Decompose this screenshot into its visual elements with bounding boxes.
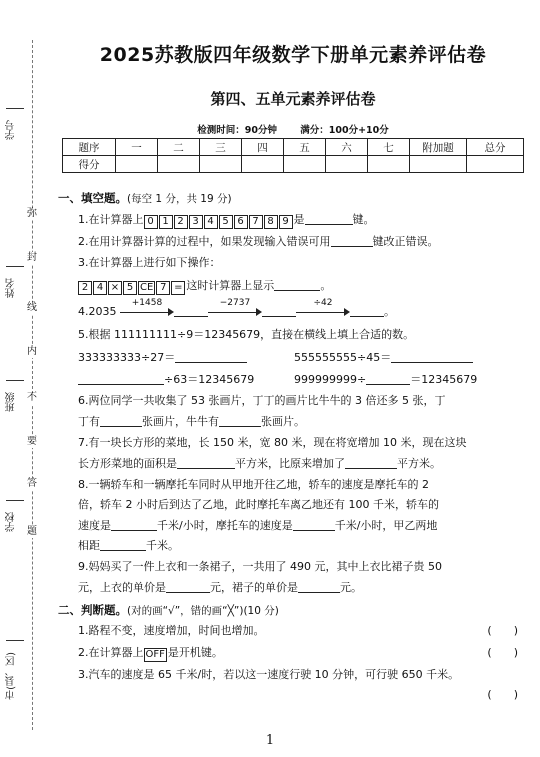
calc-key: 9 — [279, 215, 293, 229]
exam-full-score: 满分：100分+10分 — [300, 125, 389, 136]
arrow-op — [208, 298, 262, 317]
table-cell: 三 — [200, 139, 242, 156]
question-text: 平方米，比原来增加了 — [235, 457, 345, 470]
score-input-cell[interactable] — [368, 156, 410, 173]
calc-key: 1 — [159, 215, 173, 229]
question-text: 9.妈妈买了一件上衣和一条裙子，一共用了 490 元，其中上衣比裙子贵 50 — [78, 560, 442, 573]
question-3 — [78, 256, 526, 270]
seal-char: 题 — [27, 526, 37, 537]
question-7-line-2 — [78, 456, 526, 471]
answer-blank[interactable] — [175, 350, 247, 363]
name-label: 姓名 — [6, 278, 17, 298]
question-8-line-3 — [78, 518, 526, 533]
answer-blank[interactable] — [100, 414, 142, 427]
class-line — [6, 380, 24, 381]
seal-char: 内 — [27, 346, 37, 357]
school-line — [6, 500, 24, 501]
answer-blank[interactable] — [293, 518, 335, 531]
question-8-line-2 — [78, 498, 526, 512]
score-input-cell[interactable] — [158, 156, 200, 173]
question-text: 平方米。 — [397, 457, 441, 470]
question-text: 张画片。 — [261, 415, 305, 428]
score-input-cell[interactable] — [326, 156, 368, 173]
judge-question-2 — [78, 646, 526, 662]
answer-blank[interactable] — [298, 580, 340, 593]
seal-char: 要 — [27, 436, 37, 447]
question-text: 键。 — [352, 213, 375, 226]
question-text: 1.路程不变，速度增加，时间也增加。 — [78, 624, 265, 637]
table-cell: 六 — [326, 139, 368, 156]
seal-char: 答 — [27, 478, 37, 489]
answer-blank[interactable] — [274, 278, 320, 291]
question-text: 这时计算器上显示 — [186, 279, 275, 292]
table-row — [63, 139, 524, 156]
city-label: 市(县、区) — [6, 652, 17, 700]
calc-key: OFF — [145, 649, 165, 660]
calc-key: 6 — [234, 215, 248, 229]
op-label: +1458 — [131, 298, 163, 308]
calc-key: 0 — [144, 215, 158, 229]
question-text: 元，裙子的单价是 — [210, 581, 298, 594]
question-text: 速度是 — [78, 519, 111, 532]
answer-blank[interactable] — [177, 456, 235, 469]
calc-key: 7 — [249, 215, 263, 229]
section-fill-in — [58, 190, 232, 206]
page-number: 1 — [265, 733, 275, 748]
answer-blank[interactable] — [111, 518, 157, 531]
question-text: 千米/小时，甲乙两地 — [334, 519, 438, 532]
calc-key: 2 — [174, 215, 188, 229]
question-1 — [78, 212, 526, 229]
question-5-row-2 — [78, 372, 526, 387]
op-label: ÷42 — [313, 298, 333, 308]
calc-key: 3 — [189, 215, 203, 229]
seal-char: 线 — [27, 302, 37, 313]
arrow-head-icon — [344, 308, 350, 316]
question-text: 张画片，牛牛有 — [142, 415, 219, 428]
binding-strip — [0, 0, 56, 757]
answer-blank[interactable] — [100, 538, 146, 551]
calc-key: 5 — [123, 281, 137, 295]
question-text: 999999999÷ — [294, 373, 367, 386]
question-text: 4.2035 — [78, 305, 117, 318]
table-cell: 二 — [158, 139, 200, 156]
score-input-cell[interactable] — [410, 156, 467, 173]
question-5-d — [294, 372, 477, 387]
calc-key: CE — [140, 282, 154, 293]
arrow-shaft — [296, 312, 346, 313]
question-text: 5.根据 111111111÷9＝12345679，直接在横线上填上合适的数。 — [78, 328, 415, 341]
question-text: 7.有一块长方形的菜地，长 150 米，宽 80 米，现在将宽增加 10 米，现在这块 — [78, 436, 467, 449]
answer-parentheses[interactable]: ( ) — [487, 688, 518, 701]
arrow-op — [296, 298, 350, 317]
seal-char: 不 — [27, 392, 37, 403]
section-title: 二、判断题。 — [58, 603, 127, 617]
score-input-cell[interactable] — [284, 156, 326, 173]
school-label: 学校 — [6, 512, 17, 532]
question-text: 千米/小时，摩托车的速度是 — [157, 519, 293, 532]
arrow-shaft — [208, 312, 258, 313]
score-input-cell[interactable] — [200, 156, 242, 173]
score-input-cell[interactable] — [467, 156, 524, 173]
exam-meta — [58, 122, 528, 136]
question-text: 元，上衣的单价是 — [78, 581, 166, 594]
answer-blank[interactable] — [331, 234, 373, 247]
question-text: 倍，轿车 2 小时后到达了乙地，此时摩托车离乙地还有 100 千米，轿车的 — [78, 498, 439, 511]
table-cell: 七 — [368, 139, 410, 156]
seal-char: 弥 — [27, 208, 37, 219]
question-text: 8.一辆轿车和一辆摩托车同时从甲地开往乙地，轿车的速度是摩托车的 2 — [78, 478, 429, 491]
question-8 — [78, 478, 526, 492]
name-line — [6, 266, 24, 267]
question-text: 6.两位同学一共收集了 53 张画片，丁丁的画片比牛牛的 3 倍还多 5 张，丁 — [78, 394, 446, 407]
question-text: 千米。 — [146, 539, 179, 552]
score-table — [62, 138, 524, 173]
judge-question-3 — [78, 668, 526, 682]
question-text: 长方形菜地的面积是 — [78, 457, 177, 470]
calc-key: 4 — [93, 281, 107, 295]
answer-blank[interactable] — [174, 304, 208, 317]
question-3-ops — [78, 278, 526, 295]
question-8-line-4 — [78, 538, 526, 553]
question-text: 元。 — [340, 581, 362, 594]
calc-key: 8 — [264, 215, 278, 229]
section-true-false — [58, 602, 279, 618]
section-note: (每空 1 分，共 19 分) — [127, 193, 232, 205]
score-input-cell[interactable] — [242, 156, 284, 173]
page-title: 2025苏教版四年级数学下册单元素养评估卷 — [99, 44, 487, 66]
arrow-op — [120, 298, 174, 317]
table-cell: 得分 — [63, 156, 116, 173]
student-id-label: 学号 — [6, 120, 17, 140]
question-text: 3.汽车的速度是 65 千米/时，若以这一速度行驶 10 分钟，可行驶 650 千米。 — [78, 668, 460, 681]
calc-key: 2 — [78, 281, 92, 295]
calc-key: 7 — [156, 281, 170, 295]
answer-blank[interactable] — [262, 304, 296, 317]
table-cell: 一 — [116, 139, 158, 156]
question-text: 2.在计算器上 — [78, 646, 144, 659]
table-row — [63, 156, 524, 173]
answer-parentheses[interactable]: ( ) — [487, 624, 518, 637]
question-text: 3.在计算器上进行如下操作： — [78, 256, 221, 269]
question-5-b — [294, 350, 473, 365]
question-text: 2.在用计算器计算的过程中，如果发现输入错误可用 — [78, 235, 331, 248]
answer-blank[interactable] — [78, 372, 164, 385]
table-cell: 总分 — [467, 139, 524, 156]
calc-key: 5 — [219, 215, 233, 229]
answer-blank[interactable] — [219, 414, 261, 427]
table-cell: 题序 — [63, 139, 116, 156]
answer-blank[interactable] — [350, 304, 384, 317]
answer-blank[interactable] — [345, 456, 397, 469]
question-9-line-2 — [78, 580, 526, 595]
answer-parentheses[interactable]: ( ) — [487, 646, 518, 659]
question-2 — [78, 234, 526, 249]
op-label: −2737 — [219, 298, 251, 308]
page-subtitle: 第四、五单元素养评估卷 — [210, 90, 376, 108]
question-text: ÷63＝12345679 — [164, 373, 255, 386]
seal-char: 封 — [27, 252, 37, 263]
exam-time: 检测时间：90分钟 — [197, 125, 277, 136]
answer-blank[interactable] — [166, 580, 210, 593]
question-text: 1.在计算器上 — [78, 213, 144, 226]
city-line — [6, 640, 24, 641]
question-text: ＝12345679 — [410, 373, 478, 386]
question-6 — [78, 394, 526, 408]
question-text: 333333333÷27＝ — [78, 351, 176, 364]
question-7 — [78, 436, 526, 450]
question-text: 555555555÷45＝ — [294, 351, 392, 364]
question-9 — [78, 560, 526, 574]
score-input-cell[interactable] — [116, 156, 158, 173]
student-id-line — [6, 108, 24, 109]
section-note: (对的画“√”，错的画“╳”)(10 分) — [127, 605, 279, 617]
class-label: 班级 — [6, 392, 17, 412]
question-5-row-1 — [78, 350, 526, 365]
question-text: 。 — [384, 305, 395, 318]
section-title: 一、填空题。 — [58, 191, 127, 205]
question-text: 。 — [320, 279, 332, 292]
question-text: 相距 — [78, 539, 100, 552]
question-5 — [78, 328, 526, 342]
answer-blank[interactable] — [391, 350, 473, 363]
table-cell: 四 — [242, 139, 284, 156]
question-text: 键改正错误。 — [372, 235, 439, 248]
calc-key: = — [171, 281, 185, 295]
arrow-shaft — [120, 312, 170, 313]
answer-blank[interactable] — [305, 212, 353, 225]
question-text: 丁有 — [78, 415, 100, 428]
question-4 — [78, 298, 526, 319]
calc-key: 4 — [204, 215, 218, 229]
arrow-head-icon — [168, 308, 174, 316]
judge-question-1 — [78, 624, 526, 638]
table-cell: 五 — [284, 139, 326, 156]
arrow-head-icon — [256, 308, 262, 316]
calc-key: × — [108, 281, 122, 295]
table-cell: 附加题 — [410, 139, 467, 156]
answer-blank[interactable] — [366, 372, 410, 385]
seal-dashed-line — [32, 40, 33, 730]
question-text: 是 — [293, 213, 305, 226]
question-text: 是开机键。 — [167, 646, 223, 659]
question-6-line-2 — [78, 414, 526, 429]
